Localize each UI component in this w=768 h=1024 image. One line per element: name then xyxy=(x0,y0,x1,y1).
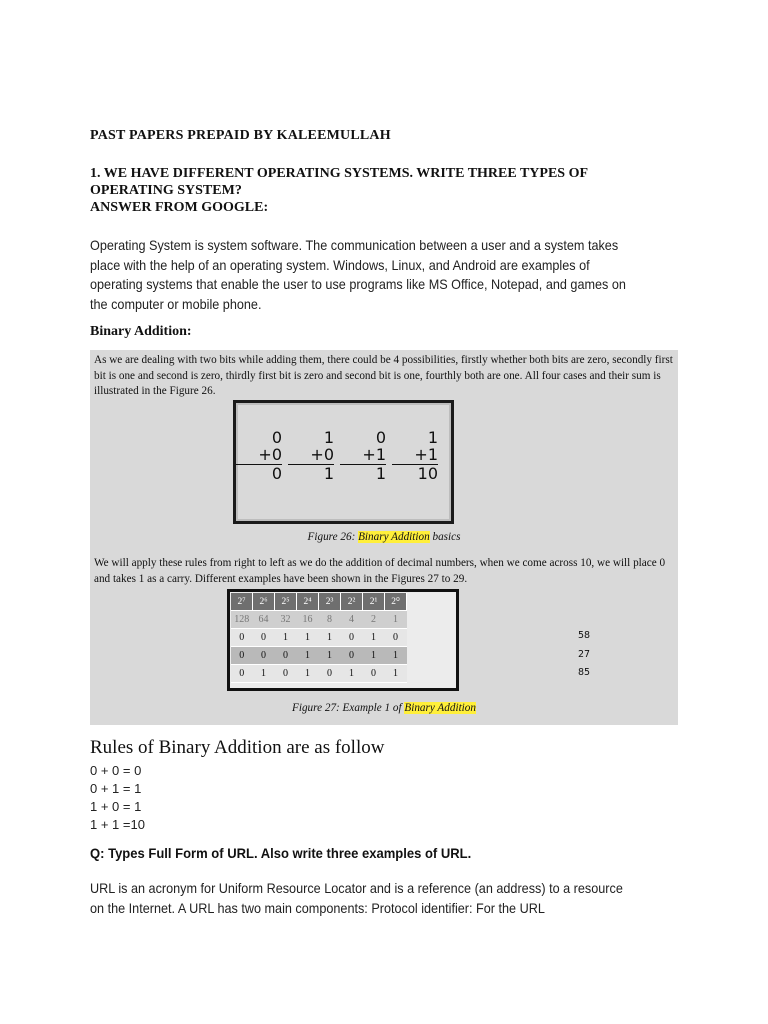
case-1-top: 0 xyxy=(271,428,282,447)
table-cell: 1 xyxy=(275,629,297,647)
question-1-line-2: OPERATING SYSTEM? xyxy=(90,183,242,198)
answer-source-label: ANSWER FROM GOOGLE: xyxy=(90,200,269,215)
rule-line: 0 + 0 = 0 xyxy=(90,763,142,778)
answer-2-paragraph: URL is an acronym for Uniform Resource Locator and is a reference (an address) to a resource on the Internet. A URL has two main components: Protocol identifier: For the URL xyxy=(90,881,623,916)
case-3-addend: +1 xyxy=(362,445,386,464)
table-cell: 0 xyxy=(319,665,341,683)
table-cell: 128 xyxy=(231,611,253,629)
case-4-addend: +1 xyxy=(414,445,438,464)
table-row xyxy=(231,665,407,683)
table-cell: 1 xyxy=(385,611,407,629)
table-cell: 2⁴ xyxy=(297,593,319,611)
table-cell: 2⁰ xyxy=(385,593,407,611)
table-row xyxy=(231,647,407,665)
table-cell: 0 xyxy=(231,665,253,683)
table-row-weights xyxy=(231,611,407,629)
table-cell: 2¹ xyxy=(363,593,385,611)
case-1-addend: +0 xyxy=(258,445,282,464)
binary-addition-heading: Binary Addition: xyxy=(90,324,192,339)
figure-26-caption-highlight: Binary Addition xyxy=(358,531,430,543)
table-cell: 2 xyxy=(363,611,385,629)
decimal-value: 27 xyxy=(578,649,591,660)
binary-example-table xyxy=(231,593,407,683)
case-2-sum: 1 xyxy=(288,464,334,482)
table-cell: 1 xyxy=(297,647,319,665)
case-2-addend: +0 xyxy=(310,445,334,464)
figure-26-caption-prefix: Figure 26: xyxy=(307,531,359,543)
table-cell: 2³ xyxy=(319,593,341,611)
table-cell: 1 xyxy=(297,665,319,683)
addition-case-2 xyxy=(288,429,334,482)
table-cell: 1 xyxy=(363,647,385,665)
question-1 xyxy=(90,165,690,216)
rule-line: 1 + 0 = 1 xyxy=(90,799,142,814)
table-cell: 16 xyxy=(297,611,319,629)
question-1-line-1: 1. WE HAVE DIFFERENT OPERATING SYSTEMS. WRITE THREE TYPES OF xyxy=(90,166,589,181)
table-cell: 2⁵ xyxy=(275,593,297,611)
table-cell: 1 xyxy=(297,629,319,647)
case-4-sum: 10 xyxy=(392,464,438,482)
table-cell: 1 xyxy=(363,629,385,647)
rules-heading: Rules of Binary Addition are as follow xyxy=(90,737,385,758)
table-cell: 8 xyxy=(319,611,341,629)
table-cell: 1 xyxy=(385,647,407,665)
rule-line: 1 + 1 =10 xyxy=(90,817,145,832)
addition-case-1 xyxy=(236,429,282,482)
table-cell: 2⁶ xyxy=(253,593,275,611)
table-cell: 2⁷ xyxy=(231,593,253,611)
table-cell: 1 xyxy=(385,665,407,683)
figure-26-caption-suffix: basics xyxy=(429,531,461,543)
figure-27-caption xyxy=(90,702,678,714)
table-cell: 1 xyxy=(253,665,275,683)
table-row xyxy=(231,629,407,647)
table-cell: 0 xyxy=(231,647,253,665)
table-cell: 0 xyxy=(341,629,363,647)
addition-case-4 xyxy=(392,429,438,482)
table-cell: 0 xyxy=(231,629,253,647)
case-3-top: 0 xyxy=(375,428,386,447)
decimal-value: 58 xyxy=(578,630,591,641)
table-cell: 1 xyxy=(341,665,363,683)
figure-intro-text: As we are dealing with two bits while adding them, there could be 4 possibilities, firstly whether both bits are zero, secondly first bit is one and second is zero, thirdly first bit is zero and second bit is one, fourthly both are one. All four cases and their sum is illustrated in the Figure 26. xyxy=(94,354,673,397)
figure-26-caption xyxy=(90,531,678,543)
table-cell: 4 xyxy=(341,611,363,629)
table-cell: 0 xyxy=(363,665,385,683)
table-cell: 1 xyxy=(319,647,341,665)
page-title: PAST PAPERS PREPAID BY KALEEMULLAH xyxy=(90,128,391,143)
table-row-powers xyxy=(231,593,407,611)
figure-27-box xyxy=(227,589,591,691)
figure-26-box xyxy=(233,400,454,524)
decimal-value: 85 xyxy=(578,667,591,678)
table-cell: 64 xyxy=(253,611,275,629)
table-cell: 0 xyxy=(385,629,407,647)
table-cell: 0 xyxy=(253,629,275,647)
table-cell: 0 xyxy=(341,647,363,665)
table-cell: 32 xyxy=(275,611,297,629)
table-cell: 0 xyxy=(275,665,297,683)
table-cell: 0 xyxy=(253,647,275,665)
rule-line: 0 + 1 = 1 xyxy=(90,781,142,796)
answer-1-paragraph: Operating System is system software. The communication between a user and a system takes place with the help of an operating system. Windows, Linux, and Android are examples of operating systems that enable the user to use programs like MS Office, Notepad, and games on the computer or mobile phone. xyxy=(90,238,626,312)
case-4-top: 1 xyxy=(427,428,438,447)
question-2: Q: Types Full Form of URL. Also write three examples of URL. xyxy=(90,845,472,861)
figure-27-caption-highlight: Binary Addition xyxy=(404,702,476,714)
figure-27-caption-prefix: Figure 27: Example 1 of xyxy=(292,702,405,714)
case-2-top: 1 xyxy=(323,428,334,447)
binary-addition-figure-image xyxy=(90,350,678,725)
case-1-sum: 0 xyxy=(236,464,282,482)
case-3-sum: 1 xyxy=(340,464,386,482)
addition-case-3 xyxy=(340,429,386,482)
figure-rules-text: We will apply these rules from right to left as we do the addition of decimal numbers, when we come across 10, we will place 0 and takes 1 as a carry. Different examples have been shown in the Figures 27 to 29. xyxy=(94,557,666,585)
table-cell: 0 xyxy=(275,647,297,665)
table-cell: 2² xyxy=(341,593,363,611)
table-cell: 1 xyxy=(319,629,341,647)
